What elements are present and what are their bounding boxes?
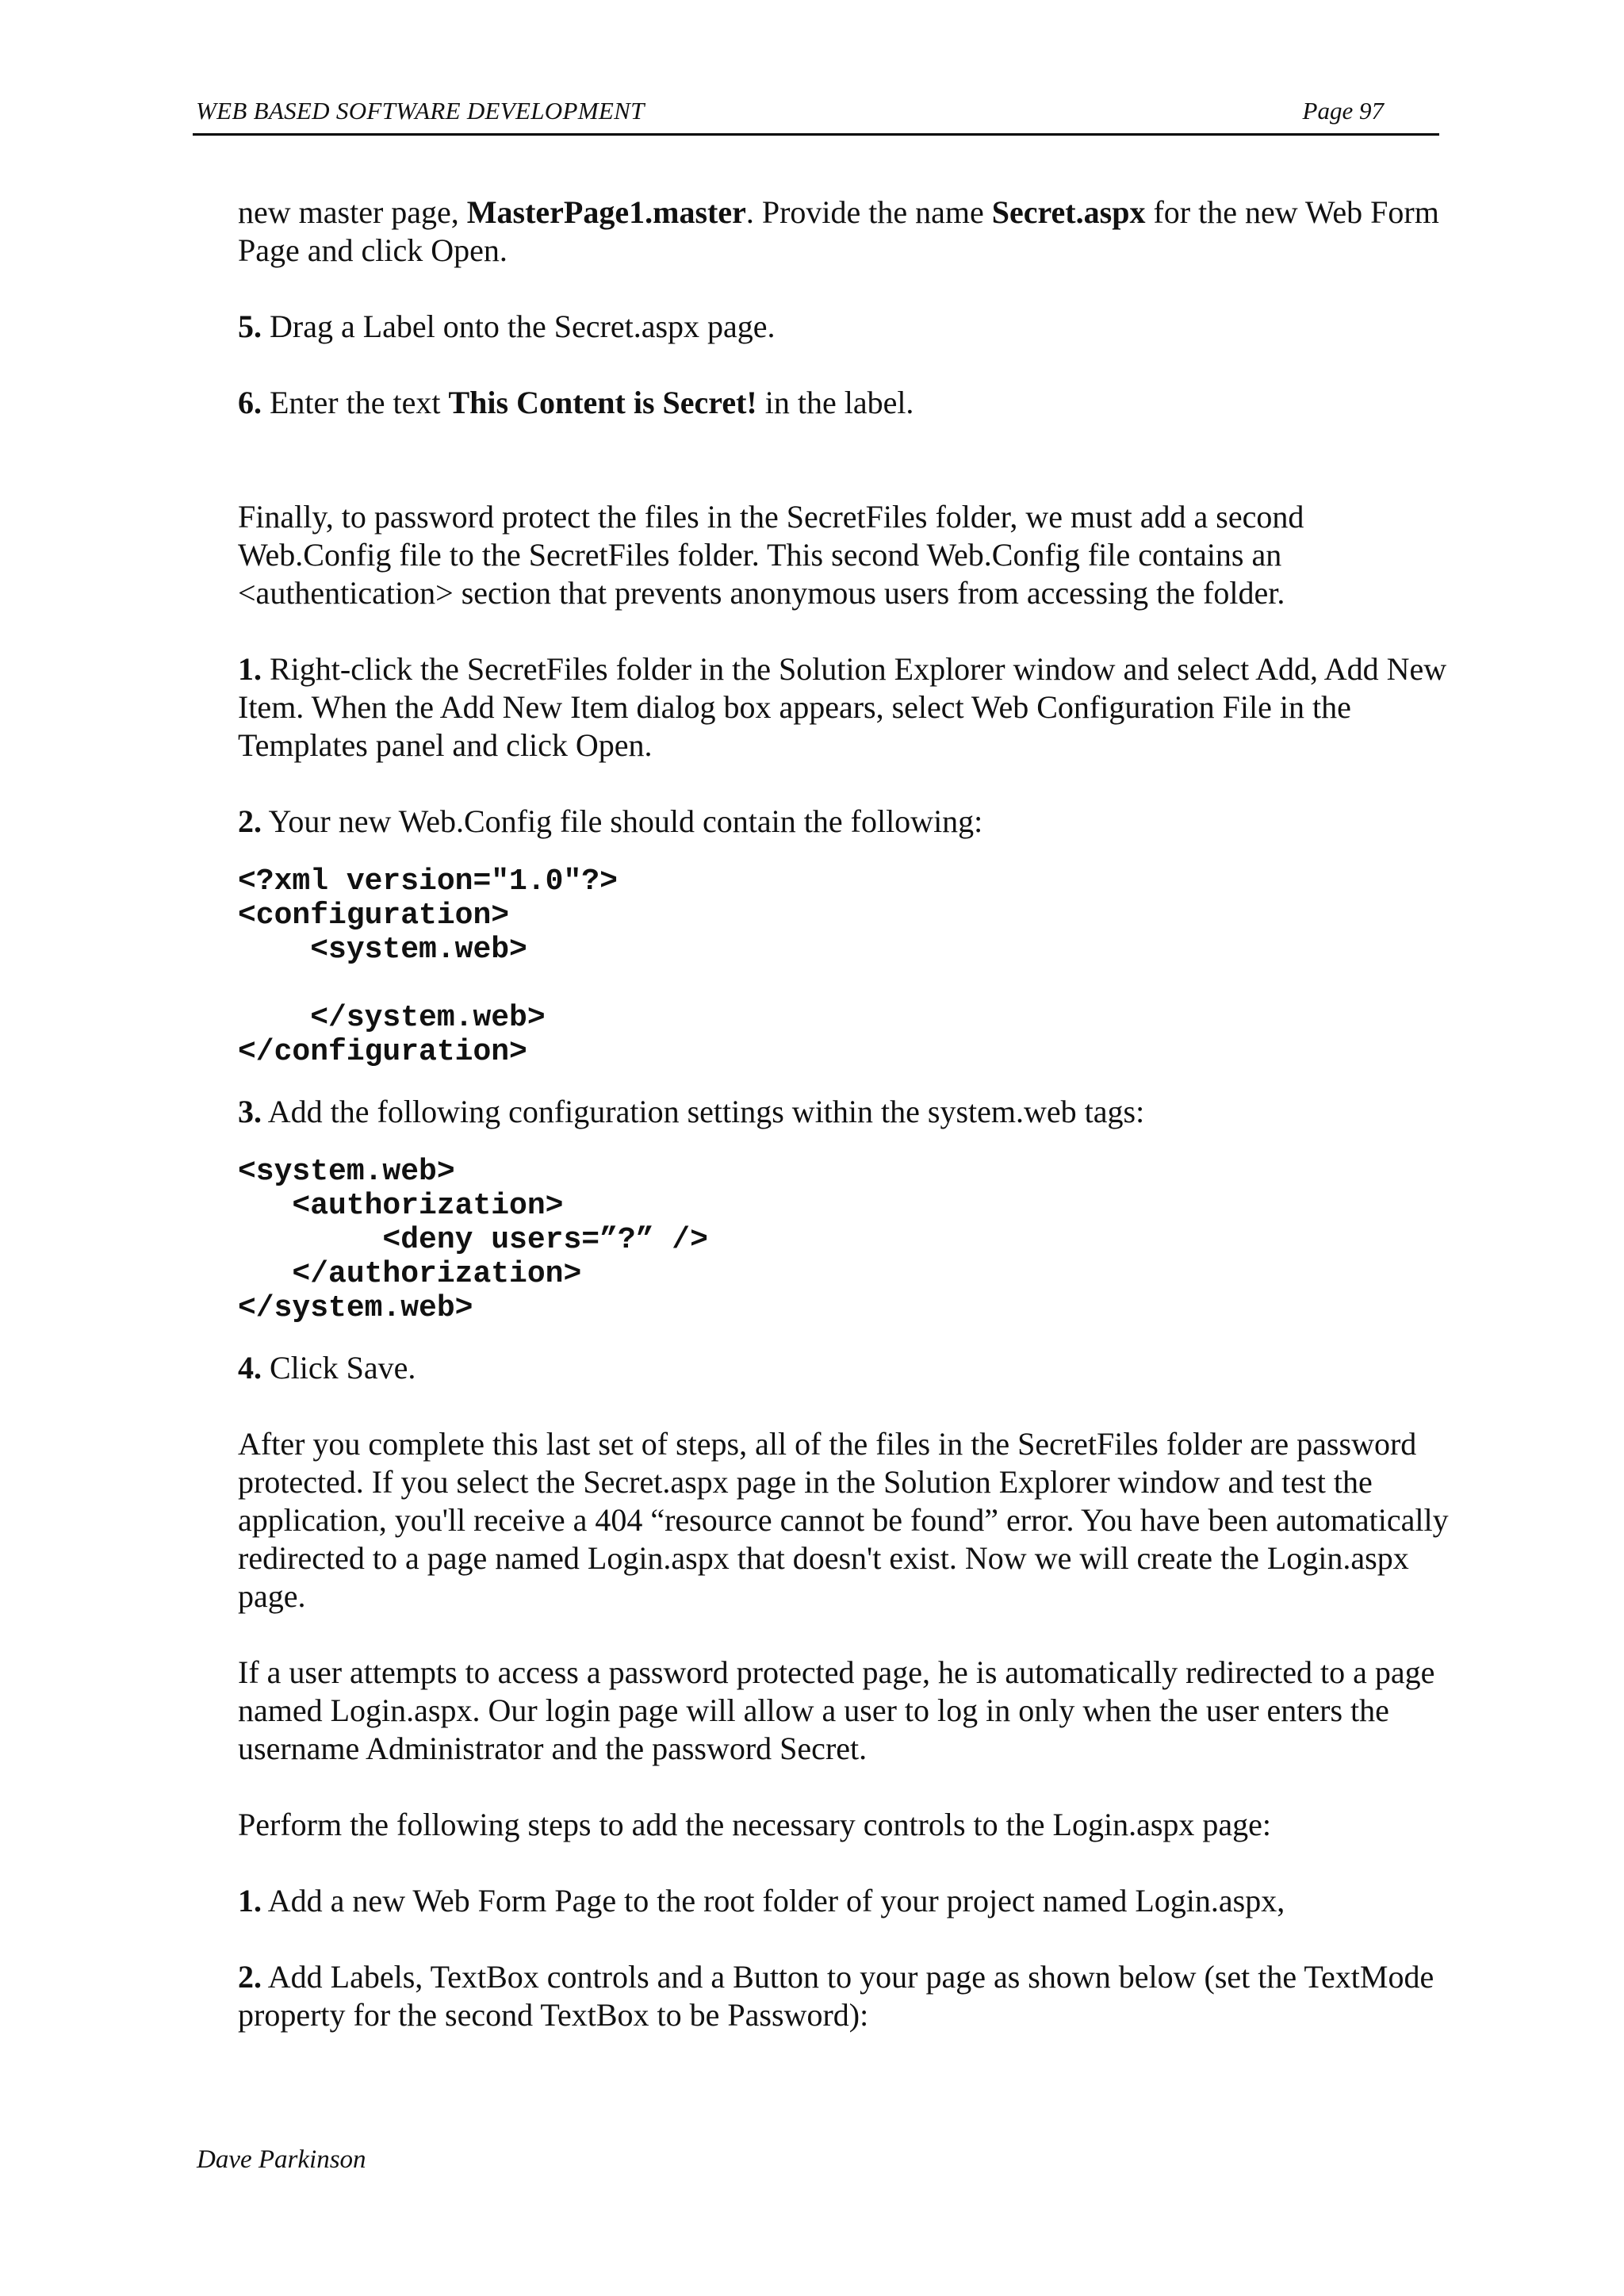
paragraph-password-protect: Finally, to password protect the files in the SecretFiles folder, we must add a second Web.Config file to the SecretFiles folder. This second Web.Config file contains an <authentication> section that prevents anonymous users from accessing the folder. [238,499,1304,611]
paragraph-after-steps: After you complete this last set of steps, all of the files in the SecretFiles folder are password protected. If you select the Secret.aspx page in the Solution Explorer window and test the application, you'll receive a 404 “resource cannot be found” error. You have been automatically redirected to a page named Login.aspx that doesn't exist. Now we will create the Login.aspx page. [238,1426,1449,1614]
step-3-settings: 3. Add the following configuration settings within the system.web tags: [238,1094,1145,1129]
page-footer: Dave Parkinson [197,2145,366,2174]
paragraph-login-redirect: If a user attempts to access a password protected page, he is automatically redirected to a page named Login.aspx. Our login page will allow a user to log in only when the user enters the username Administrator and the password Secret. [238,1654,1435,1766]
step-1-add-item: 1. Right-click the SecretFiles folder in the Solution Explorer window and select Add, Add New Item. When the Add New Item dialog box appears, select Web Configuration File in the Templates panel and click Open. [238,651,1447,763]
step-4-save: 4. Click Save. [238,1350,416,1386]
page-number: Page 97 [1302,97,1384,125]
paragraph-master-page: new master page, MasterPage1.master. Provide the name Secret.aspx for the new Web Form Page and click Open. [238,194,1439,268]
page-header [193,94,1439,136]
step-2-add-controls: 2. Add Labels, TextBox controls and a Button to your page as shown below (set the TextMode property for the second TextBox to be Password): [238,1959,1434,2033]
paragraph-perform-steps: Perform the following steps to add the necessary controls to the Login.aspx page: [238,1807,1272,1842]
step-1-login-page: 1. Add a new Web Form Page to the root folder of your project named Login.aspx, [238,1883,1285,1918]
code-webconfig: <?xml version="1.0"?> <configuration> <system.web> </system.web> </configuration> [238,864,618,1069]
code-authorization: <system.web> <authorization> <deny users=”?” /> </authorization> </system.web> [238,1155,708,1325]
step-6: 6. Enter the text This Content is Secret! in the label. [238,385,914,420]
header-title: WEB BASED SOFTWARE DEVELOPMENT [196,97,645,125]
step-5: 5. Drag a Label onto the Secret.aspx page. [238,309,776,344]
step-2-webconfig: 2. Your new Web.Config file should contain the following: [238,803,983,839]
page-body [238,194,1451,2034]
